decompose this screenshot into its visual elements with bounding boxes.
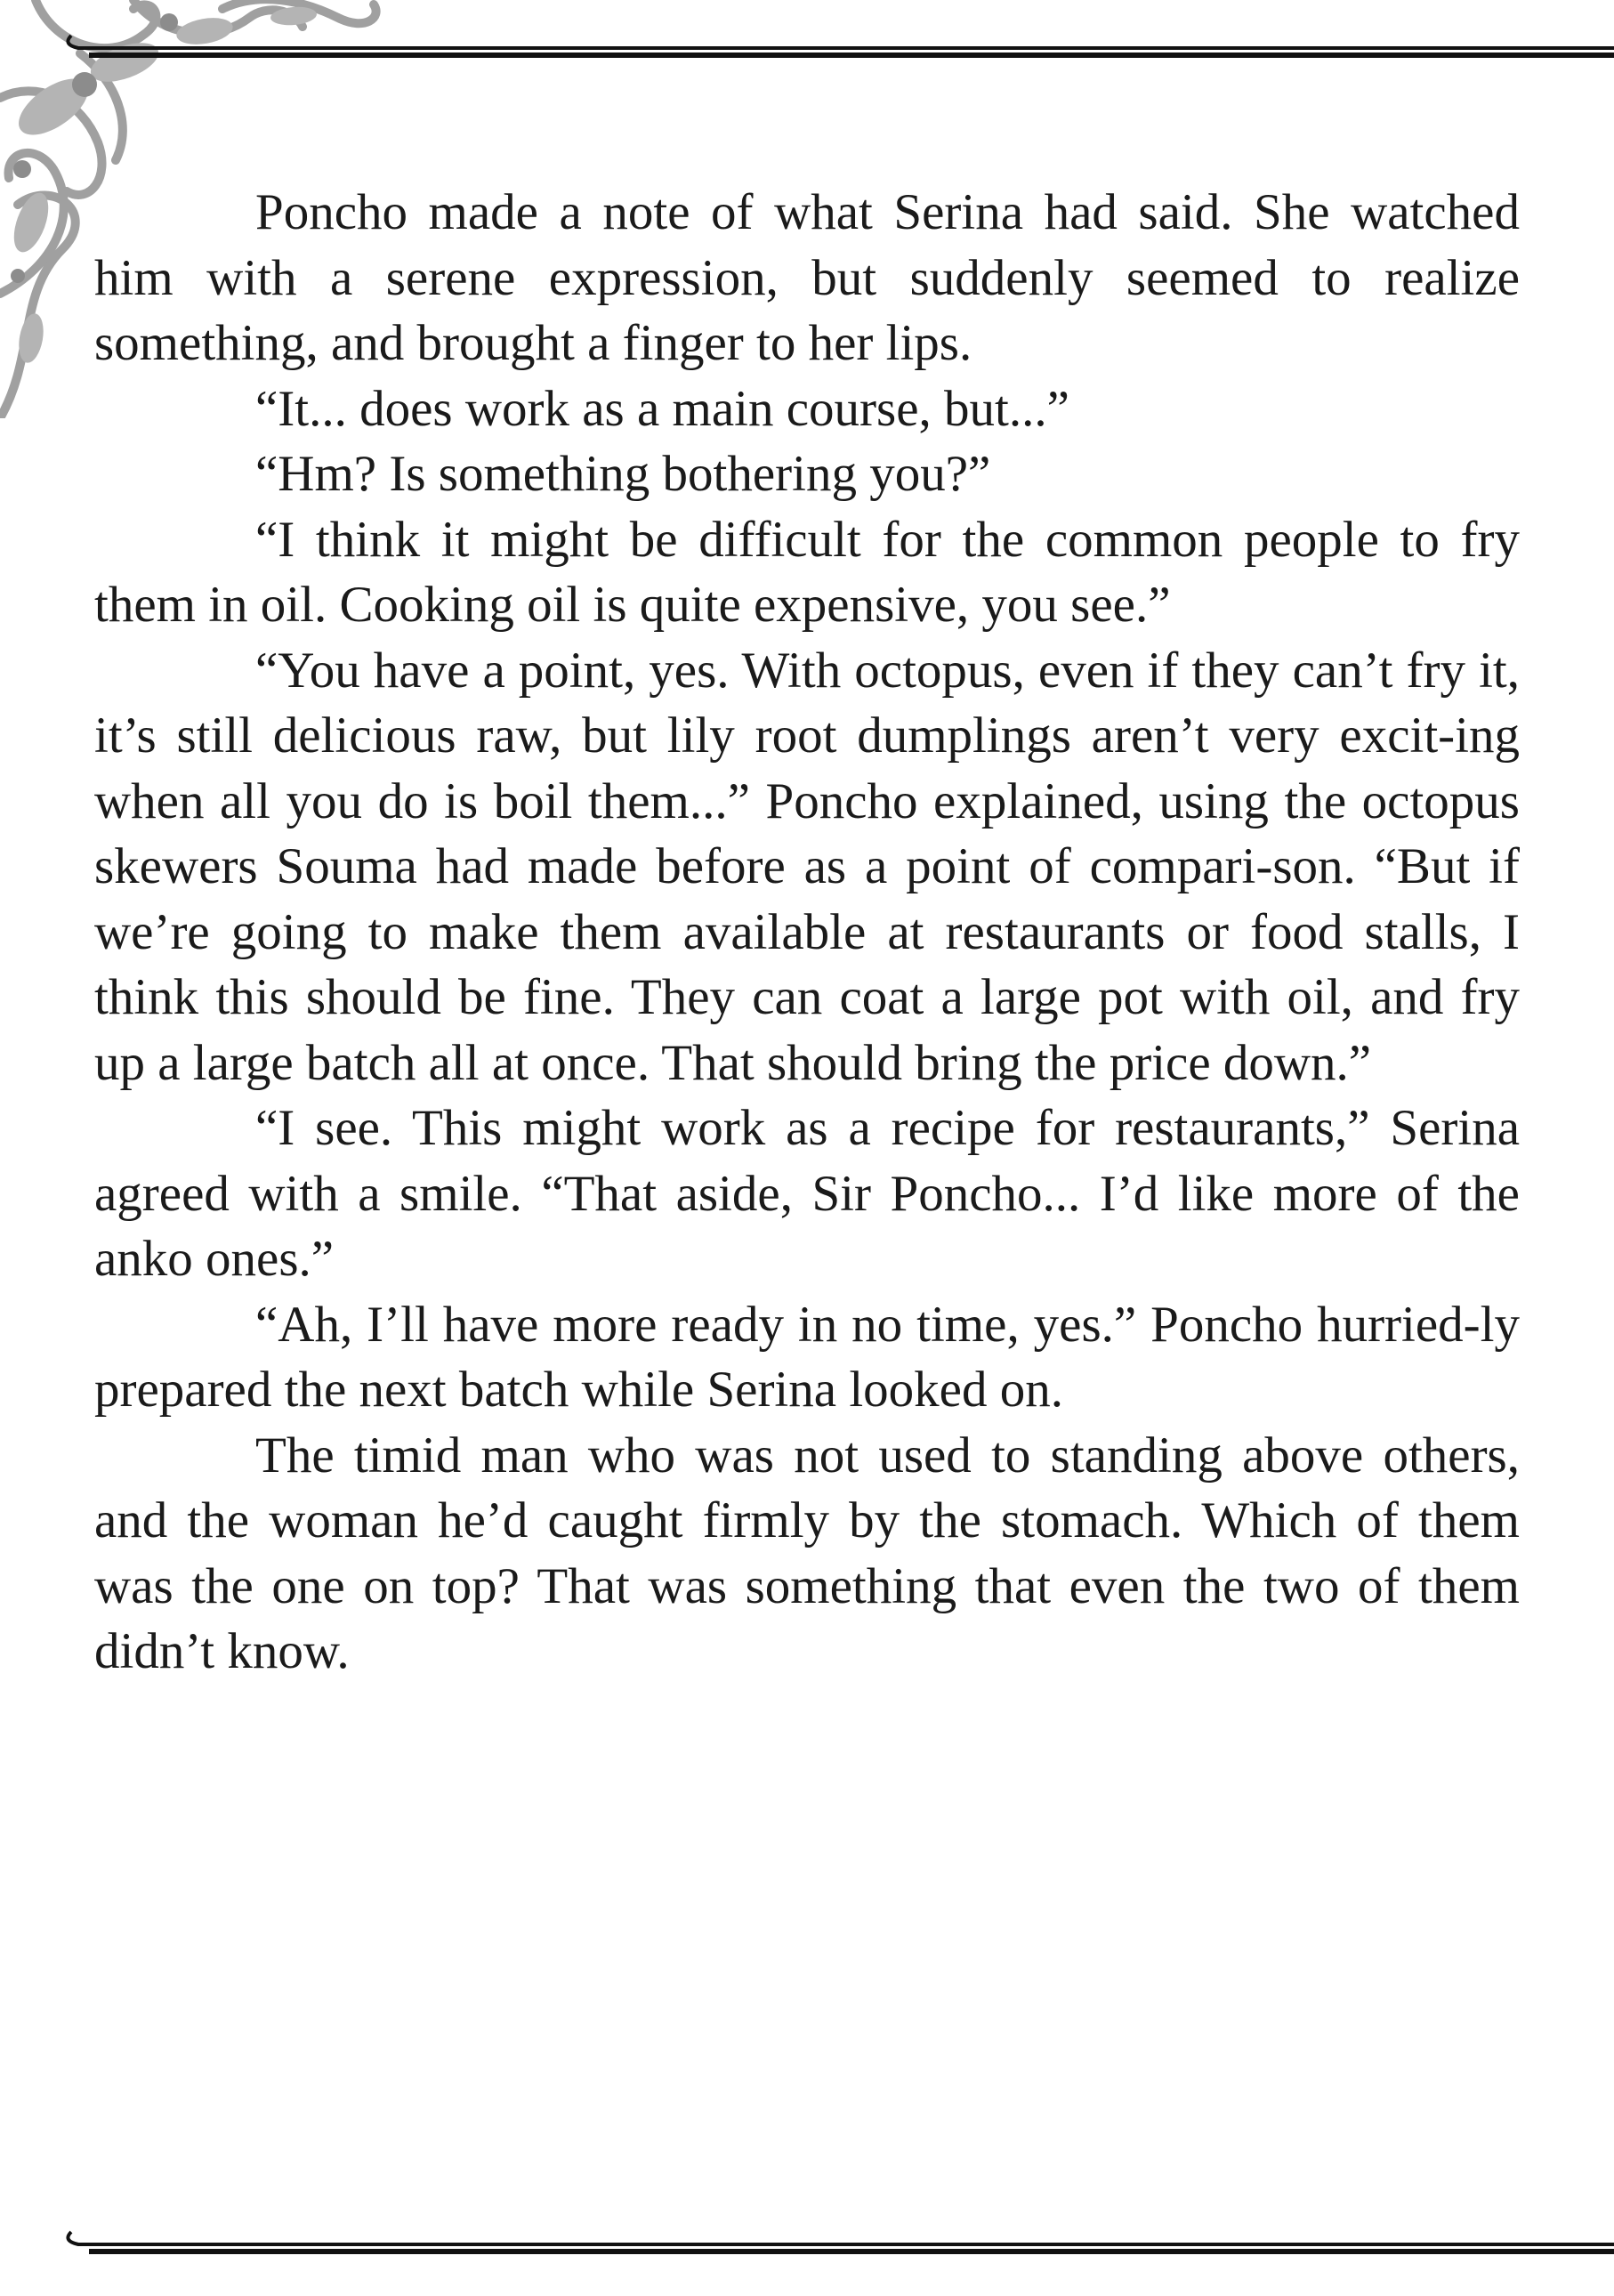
paragraph: Poncho made a note of what Serina had said. She watched him with a serene expression, but suddenly seemed to realize something, and brought a finger to her lips.	[94, 184, 1520, 371]
paragraph: “Ah, I’ll have more ready in no time, yes.” Poncho hurried-ly prepared the next batch while Serina looked on.	[94, 1296, 1520, 1418]
double-line-rule-icon	[62, 27, 1614, 62]
paragraph: “You have a point, yes. With octopus, even if they can’t fry it, it’s still delicious raw, but lily root dumplings aren’t very excit-ing when all you do is boil them...” Poncho explained, using the octopus skewers Souma had made before as a point of compari-son. “But if we’re going to make them available at restaurants or food stalls, I think this should be fine. They can coat a large pot with oil, and fry up a large batch all at once. That should bring the price down.”	[94, 642, 1520, 1091]
paragraph: The timid man who was not used to standing above others, and the woman he’d caught firmly by the stomach. Which of them was the one on top? That was something that even the two of them didn’t know.	[94, 1427, 1520, 1679]
double-line-rule-icon	[62, 2225, 1614, 2260]
paragraph: “Hm? Is something bothering you?”	[255, 446, 991, 502]
body-text	[94, 180, 1520, 1685]
paragraph: “I see. This might work as a recipe for restaurants,” Serina agreed with a smile. “That aside, Sir Poncho... I’d like more of the anko ones.”	[94, 1100, 1520, 1287]
paragraph: “I think it might be difficult for the common people to fry them in oil. Cooking oil is quite expensive, you see.”	[94, 511, 1520, 633]
paragraph: “It... does work as a main course, but...”	[255, 380, 1069, 437]
